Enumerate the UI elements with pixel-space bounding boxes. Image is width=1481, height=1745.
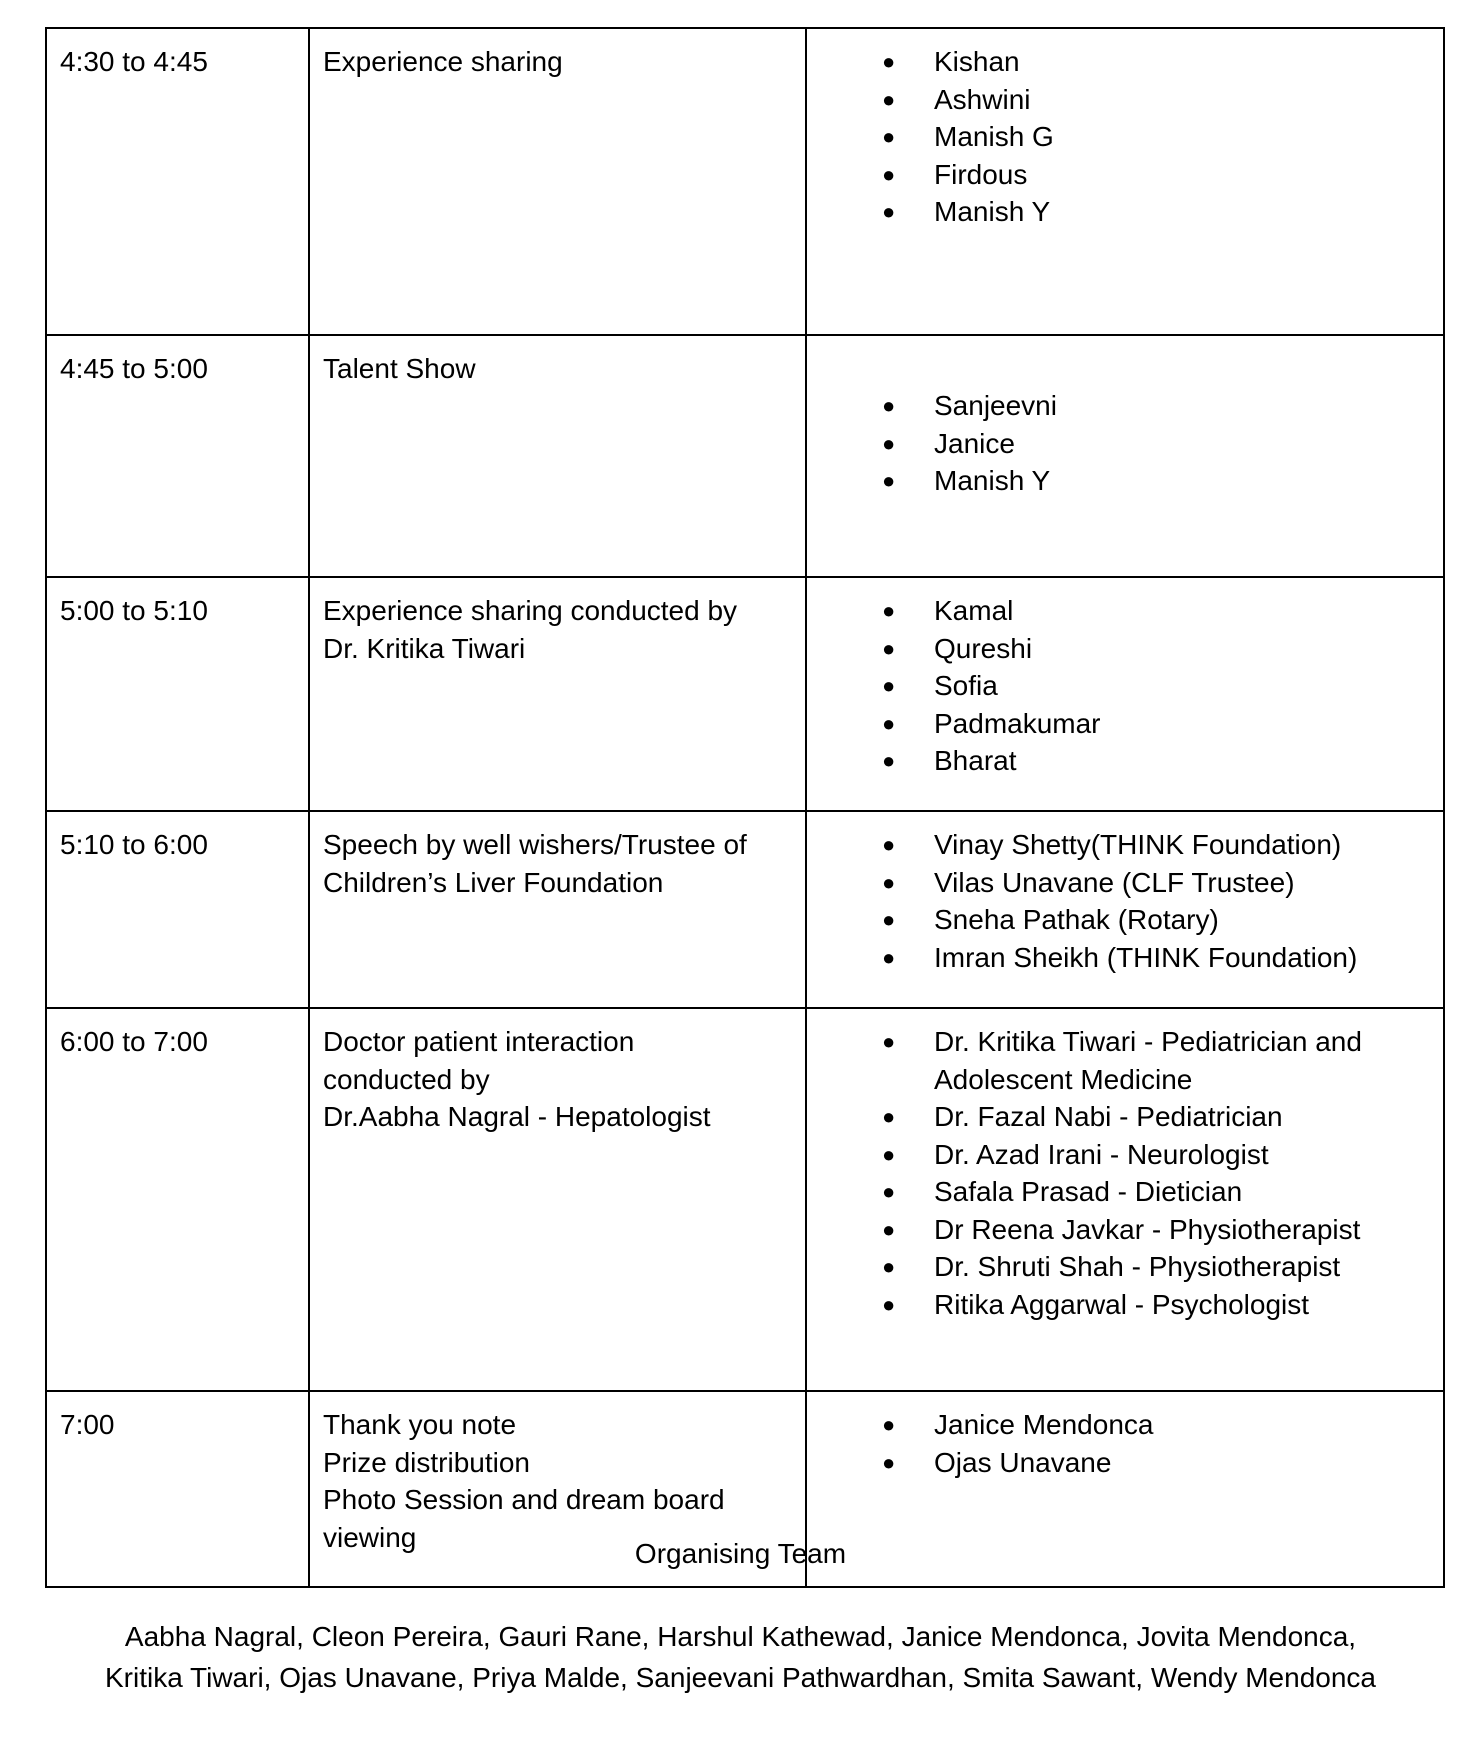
bullet-icon: ● [882, 86, 896, 112]
time-text: 4:45 to 5:00 [60, 353, 208, 384]
list-item: ● Manish Y [934, 193, 1429, 231]
bullet-icon: ● [882, 199, 896, 224]
list-item: ● Dr. Kritika Tiwari - Pediatrician and Adolescent Medicine [934, 1023, 1429, 1098]
people-list [821, 387, 1429, 500]
bullet-icon: ● [882, 1141, 896, 1167]
bullet-icon: ● [882, 598, 896, 623]
table-row [46, 28, 1444, 335]
bullet-icon: ● [882, 869, 896, 895]
activity-line: Experience sharing conducted by [323, 595, 738, 626]
bullet-icon: ● [882, 161, 896, 187]
list-item: ● Kamal [934, 592, 1429, 630]
bullet-icon: ● [882, 1254, 896, 1279]
activity-line: Dr.Aabha Nagral - Hepatologist [323, 1101, 711, 1132]
list-item: ● Padmakumar [934, 705, 1429, 743]
list-item: ● Vinay Shetty(THINK Foundation) [934, 826, 1429, 864]
activity-line: viewing [323, 1521, 417, 1553]
list-item: ● Manish G [934, 118, 1429, 156]
bullet-icon: ● [882, 1029, 896, 1054]
activity-line: conducted by [323, 1063, 490, 1095]
people-list [821, 592, 1429, 780]
activity-cell [309, 577, 806, 811]
list-item: ● Dr. Shruti Shah - Physiotherapist [934, 1248, 1429, 1286]
organising-team-members [30, 1616, 1451, 1698]
bullet-icon: ● [882, 1216, 896, 1242]
bullet-icon: ● [882, 832, 896, 857]
activity-line: Experience sharing [323, 46, 563, 77]
activity-cell [309, 811, 806, 1008]
people-cell [806, 811, 1444, 1008]
table-row [46, 811, 1444, 1008]
people-cell [806, 28, 1444, 335]
bullet-icon: ● [882, 393, 896, 418]
bullet-icon: ● [882, 907, 896, 932]
time-text: 5:10 to 6:00 [60, 829, 208, 860]
activity-line: Prize distribution [323, 1446, 530, 1478]
table-row [46, 577, 1444, 811]
time-cell [46, 335, 309, 577]
time-cell [46, 811, 309, 1008]
bullet-icon: ● [882, 1291, 896, 1317]
bullet-icon: ● [882, 1412, 896, 1437]
bullet-icon: ● [882, 673, 896, 698]
members-line: Aabha Nagral, Cleon Pereira, Gauri Rane, Harshul Kathewad, Janice Mendonca, Jovita Mendonca, [124, 1621, 1357, 1652]
list-item: ● Manish Y [934, 462, 1429, 500]
list-item: ● Vilas Unavane (CLF Trustee) [934, 864, 1429, 902]
time-cell [46, 28, 309, 335]
list-item: ● Qureshi [934, 630, 1429, 668]
time-text: 7:00 [60, 1409, 115, 1440]
time-text: 4:30 to 4:45 [60, 46, 208, 77]
activity-line: Speech by well wishers/Trustee of [323, 829, 747, 860]
list-item: ● Sneha Pathak (Rotary) [934, 901, 1429, 939]
list-item: ● Sanjeevni [934, 387, 1429, 425]
list-item: ● Dr. Fazal Nabi - Pediatrician [934, 1098, 1429, 1136]
activity-line: Children’s Liver Foundation [323, 866, 664, 898]
bullet-icon: ● [882, 124, 896, 149]
people-cell [806, 1008, 1444, 1391]
bullet-icon: ● [882, 710, 896, 736]
list-item: ● Ritika Aggarwal - Psychologist [934, 1286, 1429, 1324]
bullet-icon: ● [882, 1104, 896, 1129]
list-item: ● Sofia [934, 667, 1429, 705]
schedule-table [45, 27, 1445, 1588]
members-line: Kritika Tiwari, Ojas Unavane, Priya Malde, Sanjeevani Pathwardhan, Smita Sawant, Wendy Mendonca [104, 1662, 1376, 1693]
bullet-icon: ● [882, 748, 896, 773]
list-item: ● Safala Prasad - Dietician [934, 1173, 1429, 1211]
time-text: 5:00 to 5:10 [60, 595, 208, 626]
people-cell [806, 577, 1444, 811]
activity-line: Thank you note [323, 1409, 517, 1440]
list-item: ● Kishan [934, 43, 1429, 81]
activity-line: Dr. Kritika Tiwari [323, 632, 526, 664]
people-list [821, 43, 1429, 231]
activity-cell [309, 335, 806, 577]
people-list [821, 826, 1429, 976]
list-item: ● Ojas Unavane [934, 1444, 1429, 1482]
bullet-icon: ● [882, 468, 896, 493]
bullet-icon: ● [882, 1449, 896, 1475]
time-cell [46, 577, 309, 811]
people-cell [806, 335, 1444, 577]
people-list [821, 1406, 1429, 1481]
organising-team-title: Organising Team [634, 1538, 847, 1569]
list-item: ● Imran Sheikh (THINK Foundation) [934, 939, 1429, 977]
list-item: ● Janice Mendonca [934, 1406, 1429, 1444]
list-item: ● Ashwini [934, 81, 1429, 119]
bullet-icon: ● [882, 944, 896, 970]
table-row [46, 1008, 1444, 1391]
time-cell [46, 1008, 309, 1391]
list-item: ● Firdous [934, 156, 1429, 194]
list-item: ● Janice [934, 425, 1429, 463]
table-row [46, 335, 1444, 577]
activity-line: Doctor patient interaction [323, 1026, 635, 1057]
activity-cell [309, 1008, 806, 1391]
activity-cell [309, 28, 806, 335]
time-text: 6:00 to 7:00 [60, 1026, 208, 1057]
list-item: ● Bharat [934, 742, 1429, 780]
bullet-icon: ● [882, 1179, 896, 1204]
list-item: ● Dr. Azad Irani - Neurologist [934, 1136, 1429, 1174]
bullet-icon: ● [882, 49, 896, 74]
activity-line: Talent Show [323, 353, 476, 384]
bullet-icon: ● [882, 635, 896, 661]
people-list [821, 1023, 1429, 1323]
activity-line: Photo Session and dream board [323, 1484, 725, 1515]
bullet-icon: ● [882, 430, 896, 456]
list-item: ● Dr Reena Javkar - Physiotherapist [934, 1211, 1429, 1249]
